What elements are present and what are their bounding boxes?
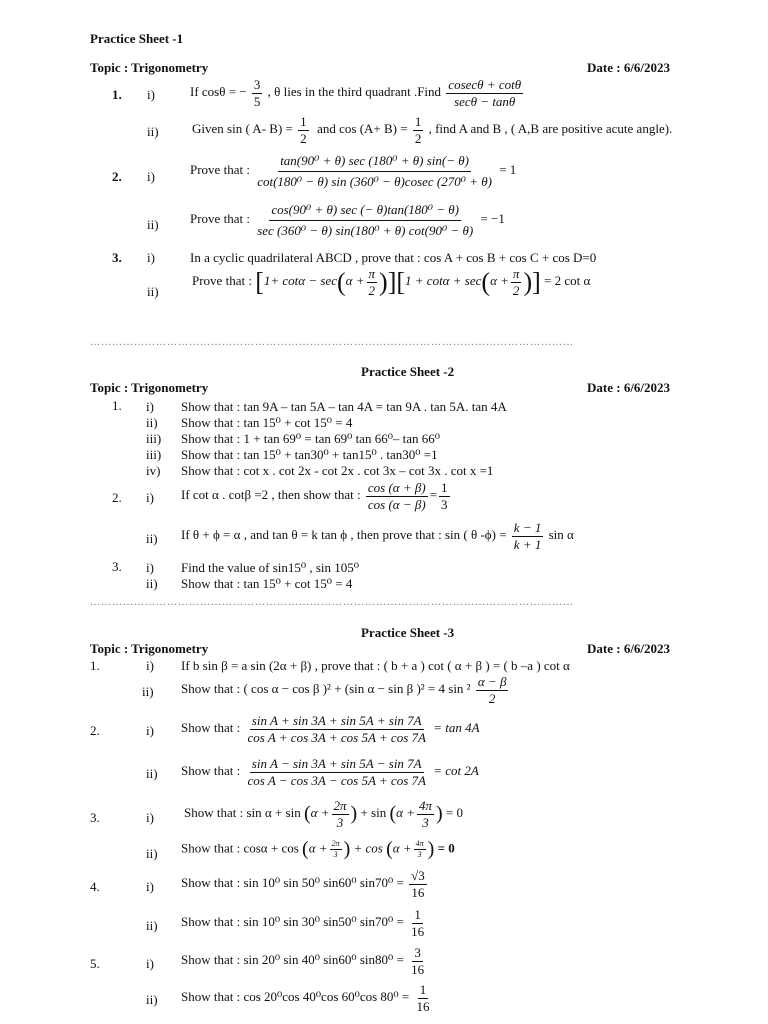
s3-q3-ii-paren-open-1: ( [302,838,309,860]
s3-q1-ii-denominator: 2 [488,690,496,706]
s3-q1-i-label: i) [146,658,154,673]
s3-q4-ii-text: Show that : sin 10⁰ sin 30⁰ sin50⁰ sin70⁰ = [181,914,404,930]
s3-q3-ii-f2-den: 3 [417,850,422,859]
s3-q1-ii-text: Show that : ( cos α − cos β )² + (sin α − sin β )² = 4 sin ² [181,681,471,697]
s2-q1-item-2-label: ii) [146,415,158,430]
s3-q3-i-alpha-1: α + [310,805,330,821]
s3-q1-number: 1. [90,658,100,673]
sheet1-topic: Topic : Trigonometry [90,60,209,75]
s3-q2-ii-label: ii) [146,766,158,781]
s2-q2-ii-rhs: sin α [548,527,574,543]
s2-q2-ii-text: If θ + ϕ = α , and tan θ = k tan ϕ , then prove that : sin ( θ -ϕ) = [181,527,507,543]
s1-q2-i-denominator: cot(180⁰ − θ) sin (360⁰ − θ)cosec (270⁰ + θ) [257,173,492,189]
s3-q1-ii-fraction [476,675,509,705]
separator-1: …………………………………………………………………………………………………………………… [90,337,574,348]
sheet3-topic: Topic : Trigonometry [90,641,209,656]
s3-q2-i-question [181,714,480,744]
s1-q1-ii-text-a: Given sin ( A- B) = [192,121,293,137]
s2-q2-i-label: i) [146,490,154,505]
s1-q1-ii-fraction-2 [413,115,424,145]
s3-q5-i-question [181,946,428,976]
s1-q3-ii-part-b: α + [345,273,365,289]
s1-q2-i-rhs: = 1 [499,162,517,178]
s3-q3-ii-alpha-2: α + [392,840,412,856]
s2-q1-item-5: Show that : cot x . cot 2x - cot 2x . cot 3x – cot 3x . cot x =1 [181,463,494,478]
s1-q3-ii-two-2: 2 [512,282,520,298]
s3-q3-ii-f1-den: 3 [333,850,338,859]
s2-q2-ii-numerator: k − 1 [513,520,542,535]
s2-q3-items [181,560,359,592]
s3-q3-i-paren-open-2: ( [389,802,397,825]
s3-q3-ii-alpha-1: α + [308,840,328,856]
s1-q1-ii-f1-num: 1 [300,114,307,129]
s1-q1-i-label: i) [147,87,155,102]
s1-q3-ii-part-a: 1+ cotα − sec [263,273,337,289]
s3-q3-number: 3. [90,810,100,825]
s3-q3-i-label: i) [146,810,154,825]
s3-q3-i-alpha-2: α + [396,805,415,821]
separator-2: …………………………………………………………………………………………………………………… [90,597,574,608]
s3-q2-ii-rhs: = cot 2A [433,763,479,779]
s1-q2-i-question [190,154,516,188]
s1-q1-i-f1-num: 3 [253,77,261,92]
s2-q2-ii-label: ii) [146,531,158,546]
s1-q1-ii-text-c: , find A and B , ( A,B are positive acute angle). [428,121,673,137]
s1-q3-ii-bracket-open-1: [ [255,267,264,297]
s3-q2-i-text: Show that : [181,720,241,736]
s1-q1-i-fraction-1 [252,78,263,108]
s2-q1-number: 1. [112,398,122,413]
s1-q3-ii-paren-close-2: ) [523,267,533,297]
s2-q3-i-text: Find the value of sin15⁰ , sin 105⁰ [181,560,359,575]
s2-q1-item-5-label: iv) [146,463,161,478]
s3-q2-ii-fraction [245,757,427,787]
s2-q2-i-numerator: cos (α + β) [367,480,426,495]
s3-q1-ii-numerator: α − β [477,674,507,689]
s2-q2-i-equals: = [429,487,438,503]
s3-q5-ii-text: Show that : cos 20⁰cos 40⁰cos 60⁰cos 80⁰ = [181,989,410,1005]
s2-q2-ii-denominator: k + 1 [513,536,542,552]
s1-q1-i-f2-num: cosecθ + cotθ [448,77,522,92]
sheet1-title: Practice Sheet -1 [90,31,184,46]
s3-q2-ii-question [181,757,479,787]
s3-q3-i-rhs: = 0 [445,805,464,821]
s1-q3-ii-rhs: = 2 cot α [544,273,591,289]
s1-q2-ii-numerator: cos(90⁰ + θ) sec (− θ)tan(180⁰ − θ) [269,203,461,221]
s3-q3-ii-paren-close-1: ) [343,838,351,860]
s3-q3-i-question [184,799,463,829]
s3-q4-ii-question [181,908,428,938]
s3-q5-i-denominator: 16 [411,961,425,977]
s3-q3-i-paren-open-1: ( [303,802,311,825]
s3-q4-ii-numerator: 1 [414,907,421,922]
s3-q3-i-paren-close-2: ) [436,802,443,825]
s1-q3-ii-part-b2: α + [490,273,509,289]
s1-q1-ii-question [192,115,672,145]
s2-q1-item-1: Show that : tan 9A – tan 5A – tan 4A = tan 9A . tan 5A. tan 4A [181,399,507,414]
s2-q1-item-2: Show that : tan 15⁰ + cot 15⁰ = 4 [181,415,353,430]
s3-q1-ii-label: ii) [142,684,154,699]
s1-q2-ii-question [190,203,505,237]
s3-q3-i-fraction-2 [417,799,434,829]
s2-q2-i-result-den: 3 [441,496,448,512]
s1-q3-i-text: In a cyclic quadrilateral ABCD , prove that : cos A + cos B + cos C + cos D=0 [190,250,597,265]
sheet3-title: Practice Sheet -3 [361,625,455,640]
s2-q1-item-4-label: iii) [146,447,162,462]
s3-q3-ii-paren-open-2: ( [386,838,393,860]
sheet2-date: Date : 6/6/2023 [587,380,671,395]
s2-q3-number: 3. [112,559,122,574]
s1-q3-ii-label: ii) [147,284,159,299]
s1-q2-i-text: Prove that : [190,162,250,178]
s3-q5-i-text: Show that : sin 20⁰ sin 40⁰ sin60⁰ sin80⁰ = [181,952,404,968]
s2-q3-ii-text: Show that : tan 15⁰ + cot 15⁰ = 4 [181,576,353,591]
s1-q3-ii-part-c: 1 + cotα + sec [405,273,482,289]
s1-q3-ii-text: Prove that : [192,273,252,289]
s1-q2-i-label: i) [147,169,155,184]
s3-q3-ii-text: Show that : cosα + cos [181,840,299,856]
s3-q2-i-rhs: = tan 4A [433,720,480,736]
s3-q3-ii-rhs: = 0 [437,840,455,856]
s2-q1-items [181,399,507,479]
s1-q1-ii-f1-den: 2 [300,130,307,146]
s1-q2-ii-denominator: sec (360⁰ − θ) sin(180⁰ + θ) cot(90⁰ − θ) [257,222,474,238]
s3-q3-ii-mid: + cos [353,840,383,856]
s1-q3-ii-bracket-close-1: ] [387,267,397,297]
s1-q1-i-f1-den: 5 [253,93,261,109]
s1-q1-ii-text-b: and cos (A+ B) = [317,121,408,137]
s3-q5-ii-question [181,983,433,1013]
s3-q5-ii-numerator: 1 [419,982,427,997]
s3-q2-ii-text: Show that : [181,763,241,779]
s1-q2-ii-rhs: = −1 [480,211,505,227]
s1-q3-ii-paren-open-2: ( [481,267,491,297]
s3-q4-ii-label: ii) [146,918,158,933]
s1-q1-ii-fraction-1 [298,115,309,145]
s1-q2-i-numerator: tan(90⁰ + θ) sec (180⁰ + θ) sin(− θ) [278,154,471,172]
s3-q1-ii-question [181,675,510,705]
s1-q1-ii-f2-num: 1 [414,114,422,129]
s1-q3-ii-fraction-2 [511,267,522,297]
s1-q1-ii-label: ii) [147,124,159,139]
s3-q3-ii-fraction-2 [414,840,426,860]
s3-q1-i-text: If b sin β = a sin (2α + β) , prove that : ( b + a ) cot ( α + β ) = ( b –a ) cot α [181,658,570,673]
s3-q4-i-text: Show that : sin 10⁰ sin 50⁰ sin60⁰ sin70⁰ = [181,875,404,891]
s2-q3-ii-label: ii) [146,576,158,591]
s2-q2-ii-fraction [512,521,544,551]
s3-q4-number: 4. [90,879,100,894]
s3-q4-i-label: i) [146,879,154,894]
s2-q2-i-text: If cot α . cotβ =2 , then show that : [181,487,361,503]
s3-q4-ii-fraction [409,908,426,938]
s1-q3-i-label: i) [147,250,155,265]
s1-q3-ii-bracket-open-2: [ [396,267,406,297]
s2-q2-ii-question [181,521,574,551]
s1-q1-i-f2-den: secθ − tanθ [454,93,516,109]
s3-q2-i-numerator: sin A + sin 3A + sin 5A + sin 7A [251,713,422,728]
s3-q5-i-fraction [409,946,426,976]
s3-q5-number: 5. [90,956,100,971]
s1-q3-ii-question [192,267,590,297]
s1-q2-ii-label: ii) [147,217,159,232]
s2-q1-item-4: Show that : tan 15⁰ + tan30⁰ + tan15⁰ . tan30⁰ =1 [181,447,438,462]
s1-q2-ii-fraction [255,203,475,237]
s3-q3-ii-fraction-1 [330,840,342,860]
s1-q1-i-question [190,78,525,108]
s3-q2-ii-numerator: sin A − sin 3A + sin 5A − sin 7A [251,756,422,771]
s1-q1-i-text-a: If cosθ = − [190,84,247,100]
s1-q3-ii-two-1: 2 [368,282,375,298]
s1-q3-ii-paren-open-1: ( [336,267,346,297]
s3-q2-ii-denominator: cos A − cos 3A − cos 5A + cos 7A [247,772,426,788]
s3-q3-i-f2-den: 3 [422,814,429,830]
s3-q4-i-denominator: 16 [411,884,425,900]
s3-q4-ii-denominator: 16 [411,923,425,939]
s2-q3-i-label: i) [146,560,154,575]
s2-q3-labels [146,560,158,592]
s2-q1-item-3-label: iii) [146,431,162,446]
s1-q3-ii-bracket-close-2: ] [532,267,541,297]
s1-q3-ii-pi-1: π [368,266,376,281]
s2-q2-i-denominator: cos (α − β) [367,496,426,512]
s2-q1-item-3: Show that : 1 + tan 69⁰ = tan 69⁰ tan 66⁰– tan 66⁰ [181,431,441,446]
s1-q1-ii-f2-den: 2 [414,130,422,146]
s3-q2-i-label: i) [146,723,154,738]
s3-q4-i-fraction [409,869,427,899]
s3-q3-ii-f2-num: 4π [414,840,426,850]
s1-q2-ii-text: Prove that : [190,211,250,227]
s3-q5-i-numerator: 3 [414,945,421,960]
s3-q4-i-question [181,869,429,899]
s1-q1-number: 1. [112,87,122,102]
s3-q3-i-mid: + sin [360,805,387,821]
s3-q3-ii-question [181,839,455,860]
s2-q1-item-1-label: i) [146,399,154,414]
sheet2-topic: Topic : Trigonometry [90,380,209,395]
s1-q2-number: 2. [112,169,122,184]
s3-q3-ii-f1-num: 2π [330,840,342,850]
s3-q3-i-f2-num: 4π [418,798,432,813]
s3-q3-ii-paren-close-2: ) [427,838,435,860]
s3-q2-i-fraction [245,714,427,744]
s1-q3-ii-fraction-1 [367,267,378,297]
s1-q3-ii-paren-close-1: ) [379,267,388,297]
s1-q3-number: 3. [112,250,122,265]
s2-q2-number: 2. [112,490,122,505]
s3-q3-ii-label: ii) [146,846,158,861]
s2-q2-i-result-num: 1 [441,480,448,495]
s2-q1-labels [146,399,161,479]
s3-q5-ii-label: ii) [146,992,158,1007]
s3-q3-i-fraction-1 [332,799,349,829]
s3-q3-i-f1-den: 3 [336,814,344,830]
s1-q3-ii-pi-2: π [512,266,520,281]
sheet2-title: Practice Sheet -2 [361,364,455,379]
s3-q5-i-label: i) [146,956,154,971]
sheet1-date: Date : 6/6/2023 [587,60,671,75]
s3-q3-i-paren-close-1: ) [350,802,358,825]
s2-q2-i-fraction [366,481,428,511]
s2-q2-i-question [181,481,452,511]
s3-q3-i-f1-num: 2π [333,798,347,813]
s3-q2-i-denominator: cos A + cos 3A + cos 5A + cos 7A [247,729,426,745]
s2-q2-i-result-fraction [439,481,450,511]
sheet3-date: Date : 6/6/2023 [587,641,671,656]
s1-q2-i-fraction [255,154,494,188]
s3-q5-ii-denominator: 16 [416,998,430,1014]
s3-q3-i-text: Show that : sin α + sin [184,805,301,821]
s1-q1-i-fraction-2 [446,78,523,108]
s3-q4-i-numerator: √3 [411,868,425,883]
s1-q1-i-text-b: , θ lies in the third quadrant .Find [267,84,442,100]
s3-q5-ii-fraction [414,983,431,1013]
s3-q2-number: 2. [90,723,100,738]
